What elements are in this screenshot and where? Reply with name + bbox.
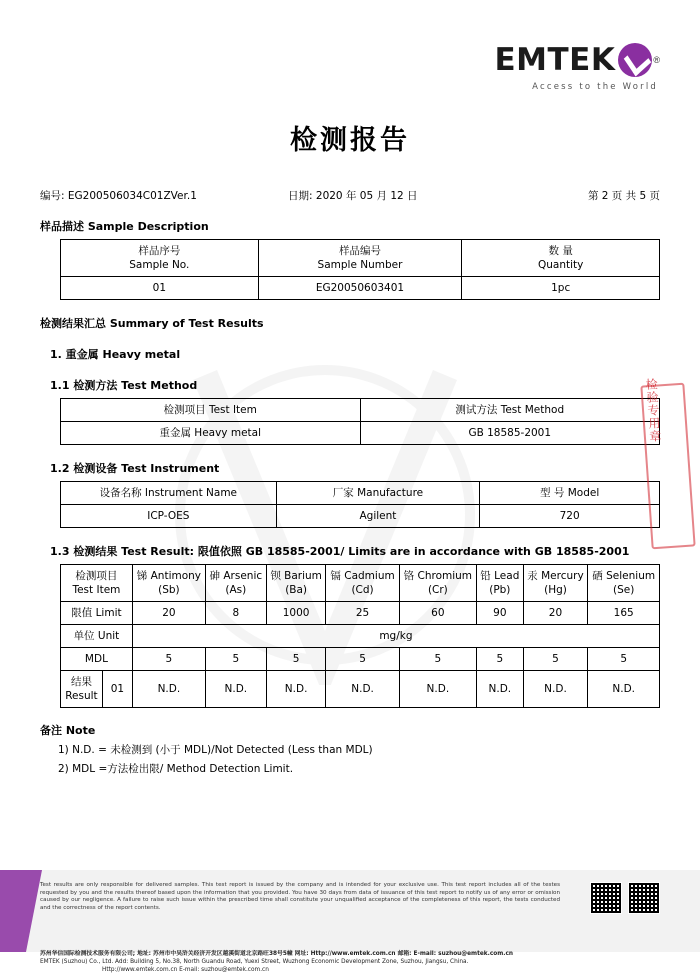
col-sample-no-en: Sample No.: [129, 259, 190, 271]
limit-label: 限值 Limit: [61, 602, 133, 625]
col-sample-number-en: Sample Number: [317, 259, 403, 271]
test-result-heading-note: 限值依照 GB 18585-2001/ Limits are in accordance with GB 18585-2001: [197, 545, 630, 558]
element-symbol: (Hg): [544, 584, 567, 596]
footer-address-en: EMTEK (Suzhou) Co., Ltd. Add: Building 5, No.38, North Guandu Road, Yuexi Street, Wuzhong Economic Development Zone, Suzhou, Jiangsu, China.: [40, 959, 469, 965]
page-indicator: 第 2 页 共 5 页: [587, 190, 660, 202]
cell-sample-number: EG20050603401: [258, 277, 462, 300]
footer-address-en2: Http://www.emtek.com.cn E-mail: suzhou@emtek.com.cn: [102, 967, 269, 973]
page-title: 检测报告: [290, 125, 410, 156]
element-name: 铬 Chromium: [403, 570, 473, 582]
col-element-selenium: [588, 565, 660, 602]
report-date: [288, 188, 499, 203]
result-row: [61, 671, 660, 708]
limit-value: 25: [326, 602, 399, 625]
col-element-antimony: [132, 565, 205, 602]
cell-test-method: GB 18585-2001: [360, 422, 660, 445]
element-name: 砷 Arsenic: [209, 570, 263, 582]
element-symbol: (Ba): [285, 584, 308, 596]
element-symbol: (Sb): [158, 584, 180, 596]
col-test-method: 测试方法 Test Method: [360, 399, 660, 422]
cell-instrument-name: ICP-OES: [61, 505, 277, 528]
mdl-value: 5: [326, 648, 399, 671]
note-line-2: 2) MDL =方法检出限/ Method Detection Limit.: [58, 763, 294, 775]
result-value: N.D.: [523, 671, 588, 708]
report-meta: [40, 188, 660, 203]
sample-description-heading: 样品描述 Sample Description: [40, 220, 209, 233]
col-manufacture: 厂家 Manufacture: [276, 482, 480, 505]
mdl-row: [61, 648, 660, 671]
registered-mark: ®: [653, 55, 660, 65]
col-element-cadmium: [326, 565, 399, 602]
mdl-value: 5: [523, 648, 588, 671]
mdl-value: 5: [205, 648, 266, 671]
cell-test-item: 重金属 Heavy metal: [61, 422, 361, 445]
table-header-row: [61, 399, 660, 422]
test-result-table: [60, 564, 660, 708]
col-sample-no: [61, 240, 259, 277]
test-instrument-table: [60, 481, 660, 528]
table-header-row: [61, 240, 660, 277]
limit-value: 90: [477, 602, 524, 625]
footer-address-cn: 苏州华信国际检测技术服务有限公司; 地址: 苏州市中吴浒关经济开发区越溪街道北京路旺38号5幢 网址: Http://www.emtek.com.cn 邮箱: E-mail: suzhou@emtek.com.cn: [40, 951, 514, 957]
col-test-item: 检测项目 Test Item: [61, 399, 361, 422]
mdl-value: 5: [477, 648, 524, 671]
stamp-text: 检验专用章: [643, 377, 663, 444]
section-1-heading: 1. 重金属 Heavy metal: [50, 348, 181, 361]
col-test-item-en: Test Item: [72, 584, 121, 596]
cell-model: 720: [480, 505, 660, 528]
cell-manufacture: Agilent: [276, 505, 480, 528]
brand-tagline: Access to the World: [532, 82, 658, 92]
report-date-value: 2020 年 05 月 12 日: [315, 190, 418, 202]
col-element-mercury: [523, 565, 588, 602]
qr-code-icon-2: [628, 882, 660, 914]
test-method-heading: 1.1 检测方法 Test Method: [50, 379, 198, 392]
footer-disclaimer: Test results are only responsible for delivered samples. This test report is issued by the company and is intended for your exclusive use. This test report includes all of the testes requested by you and the results thereof based upon the information that you provided. You have 30 days from data of issuance of this test report to notify us of any error or omission caused by our negligence. A failure to raise such issue within the prescribed time shall constitute your unqualified acceptance of the completeness of this report, the tests conducted and the correctness of the report contents.: [40, 882, 560, 911]
footer-qr-codes: [590, 882, 660, 914]
test-result-heading: [50, 543, 660, 559]
element-name: 钡 Barium: [270, 570, 322, 582]
note-line-1: 1) N.D. = 未检测到 (小于 MDL)/Not Detected (Less than MDL): [58, 744, 373, 756]
footer-address: [40, 950, 513, 974]
col-element-barium: [266, 565, 326, 602]
unit-value: mg/kg: [132, 625, 659, 648]
test-method-table: [60, 398, 660, 445]
result-sample-no: 01: [102, 671, 132, 708]
element-symbol: (Se): [613, 584, 635, 596]
page-footer: [0, 870, 700, 980]
col-instrument-name: 设备名称 Instrument Name: [61, 482, 277, 505]
unit-label: 单位 Unit: [61, 625, 133, 648]
result-value: N.D.: [588, 671, 660, 708]
table-row: [61, 505, 660, 528]
limit-value: 20: [132, 602, 205, 625]
col-quantity-en: Quantity: [537, 259, 584, 271]
table-header-row: [61, 565, 660, 602]
mdl-value: 5: [399, 648, 476, 671]
notes-heading: 备注 Note: [40, 724, 96, 737]
element-name: 镉 Cadmium: [330, 570, 395, 582]
element-name: 硒 Selenium: [592, 570, 656, 582]
limit-value: 8: [205, 602, 266, 625]
col-quantity: [462, 240, 660, 277]
table-header-row: [61, 482, 660, 505]
element-name: 铅 Lead: [480, 570, 520, 582]
col-model: 型 号 Model: [480, 482, 660, 505]
mdl-value: 5: [132, 648, 205, 671]
report-number: [40, 188, 276, 203]
limit-row: [61, 602, 660, 625]
result-value: N.D.: [477, 671, 524, 708]
col-test-item-cn: 检测项目: [75, 570, 118, 582]
col-quantity-cn: 数 量: [548, 245, 573, 257]
sample-description-table: [60, 239, 660, 300]
element-symbol: (Pb): [489, 584, 511, 596]
summary-heading: 检测结果汇总 Summary of Test Results: [40, 317, 264, 330]
element-symbol: (Cd): [351, 584, 374, 596]
element-symbol: (As): [225, 584, 247, 596]
result-value: N.D.: [132, 671, 205, 708]
mdl-label: MDL: [61, 648, 133, 671]
col-test-item-header: [61, 565, 133, 602]
col-sample-number-cn: 样品编号: [338, 245, 381, 257]
result-value: N.D.: [266, 671, 326, 708]
limit-value: 60: [399, 602, 476, 625]
cell-quantity: 1pc: [462, 277, 660, 300]
limit-value: 165: [588, 602, 660, 625]
element-symbol: (Cr): [427, 584, 448, 596]
element-name: 汞 Mercury: [527, 570, 584, 582]
report-number-label: 编号:: [40, 190, 65, 202]
result-label-en: Result: [65, 690, 98, 702]
result-value: N.D.: [399, 671, 476, 708]
brand-name: EMTEK: [494, 42, 616, 78]
col-element-lead: [477, 565, 524, 602]
col-sample-number: [258, 240, 462, 277]
footer-accent: [0, 870, 26, 952]
result-label-cn: 结果: [70, 676, 92, 688]
col-element-arsenic: [205, 565, 266, 602]
element-name: 锑 Antimony: [136, 570, 202, 582]
qr-code-icon-1: [590, 882, 622, 914]
test-result-heading-main: 1.3 检测结果 Test Result:: [50, 545, 195, 558]
table-row: [61, 422, 660, 445]
col-sample-no-cn: 样品序号: [138, 245, 181, 257]
result-label: [61, 671, 103, 708]
unit-row: [61, 625, 660, 648]
notes-block: [40, 722, 660, 776]
cell-sample-no: 01: [61, 277, 259, 300]
report-date-label: 日期:: [288, 190, 313, 202]
col-element-chromium: [399, 565, 476, 602]
result-value: N.D.: [326, 671, 399, 708]
mdl-value: 5: [266, 648, 326, 671]
test-instrument-heading: 1.2 检测设备 Test Instrument: [50, 462, 220, 475]
report-number-value: EG200506034C01ZVer.1: [67, 190, 197, 202]
table-row: [61, 277, 660, 300]
limit-value: 1000: [266, 602, 326, 625]
mdl-value: 5: [588, 648, 660, 671]
result-value: N.D.: [205, 671, 266, 708]
limit-value: 20: [523, 602, 588, 625]
